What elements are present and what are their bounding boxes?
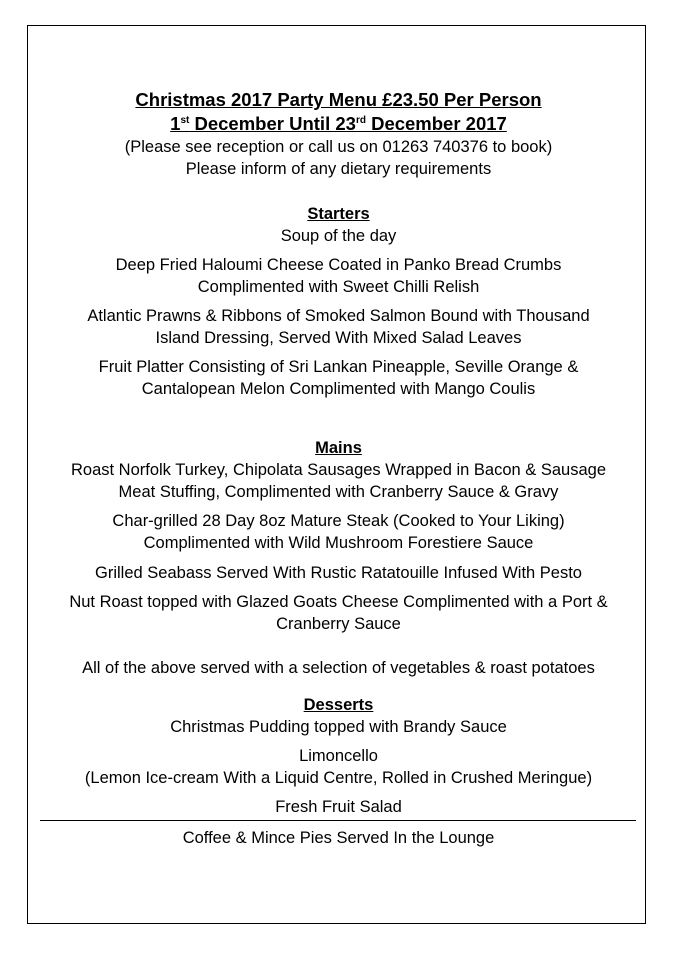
starters-heading: Starters [307, 205, 370, 223]
starter-item: Atlantic Prawns & Ribbons of Smoked Salmon Bound with Thousand [87, 307, 590, 325]
starter-item: Fruit Platter Consisting of Sri Lankan Pineapple, Seville Orange & [98, 358, 579, 376]
footer-note: Coffee & Mince Pies Served In the Lounge [182, 829, 495, 847]
date-start-text: December Until 23 [189, 113, 356, 134]
main-item: Char-grilled 28 Day 8oz Mature Steak (Cooked to Your Liking) [112, 512, 565, 530]
date-end-text: December 2017 [365, 113, 507, 134]
main-item: Nut Roast topped with Glazed Goats Cheese Complimented with a Port & [69, 593, 608, 611]
date-start-suffix: st [180, 114, 190, 126]
dessert-item: Fresh Fruit Salad [275, 798, 402, 816]
mains-note: All of the above served with a selection of vegetables & roast potatoes [82, 659, 595, 677]
mains-heading: Mains [315, 439, 362, 457]
dessert-item-cont: (Lemon Ice-cream With a Liquid Centre, Rolled in Crushed Meringue) [84, 769, 593, 787]
main-item: Grilled Seabass Served With Rustic Ratatouille Infused With Pesto [95, 564, 582, 582]
main-item-cont: Meat Stuffing, Complimented with Cranberry Sauce & Gravy [118, 483, 559, 501]
main-item-cont: Cranberry Sauce [276, 615, 401, 633]
starter-item: Deep Fried Haloumi Cheese Coated in Panko Bread Crumbs [115, 256, 562, 274]
starter-item-cont: Cantalopean Melon Complimented with Mango Coulis [141, 380, 536, 398]
menu-title: Christmas 2017 Party Menu £23.50 Per Person [135, 89, 542, 110]
dietary-note: Please inform of any dietary requirements [185, 160, 492, 178]
footer-divider [40, 820, 636, 821]
dessert-item: Limoncello [299, 747, 378, 765]
desserts-heading: Desserts [303, 696, 374, 714]
menu-date-range [0, 113, 677, 135]
date-start-day: 1 [170, 113, 181, 134]
booking-info: (Please see reception or call us on 01263 740376 to book) [124, 138, 553, 156]
date-end-suffix: rd [355, 114, 366, 126]
starter-item: Soup of the day [280, 227, 397, 245]
main-item: Roast Norfolk Turkey, Chipolata Sausages Wrapped in Bacon & Sausage [70, 461, 607, 479]
dessert-item: Christmas Pudding topped with Brandy Sauce [170, 718, 507, 736]
starter-item-cont: Complimented with Sweet Chilli Relish [197, 278, 480, 296]
main-item-cont: Complimented with Wild Mushroom Forestiere Sauce [143, 534, 534, 552]
starter-item-cont: Island Dressing, Served With Mixed Salad Leaves [155, 329, 522, 347]
